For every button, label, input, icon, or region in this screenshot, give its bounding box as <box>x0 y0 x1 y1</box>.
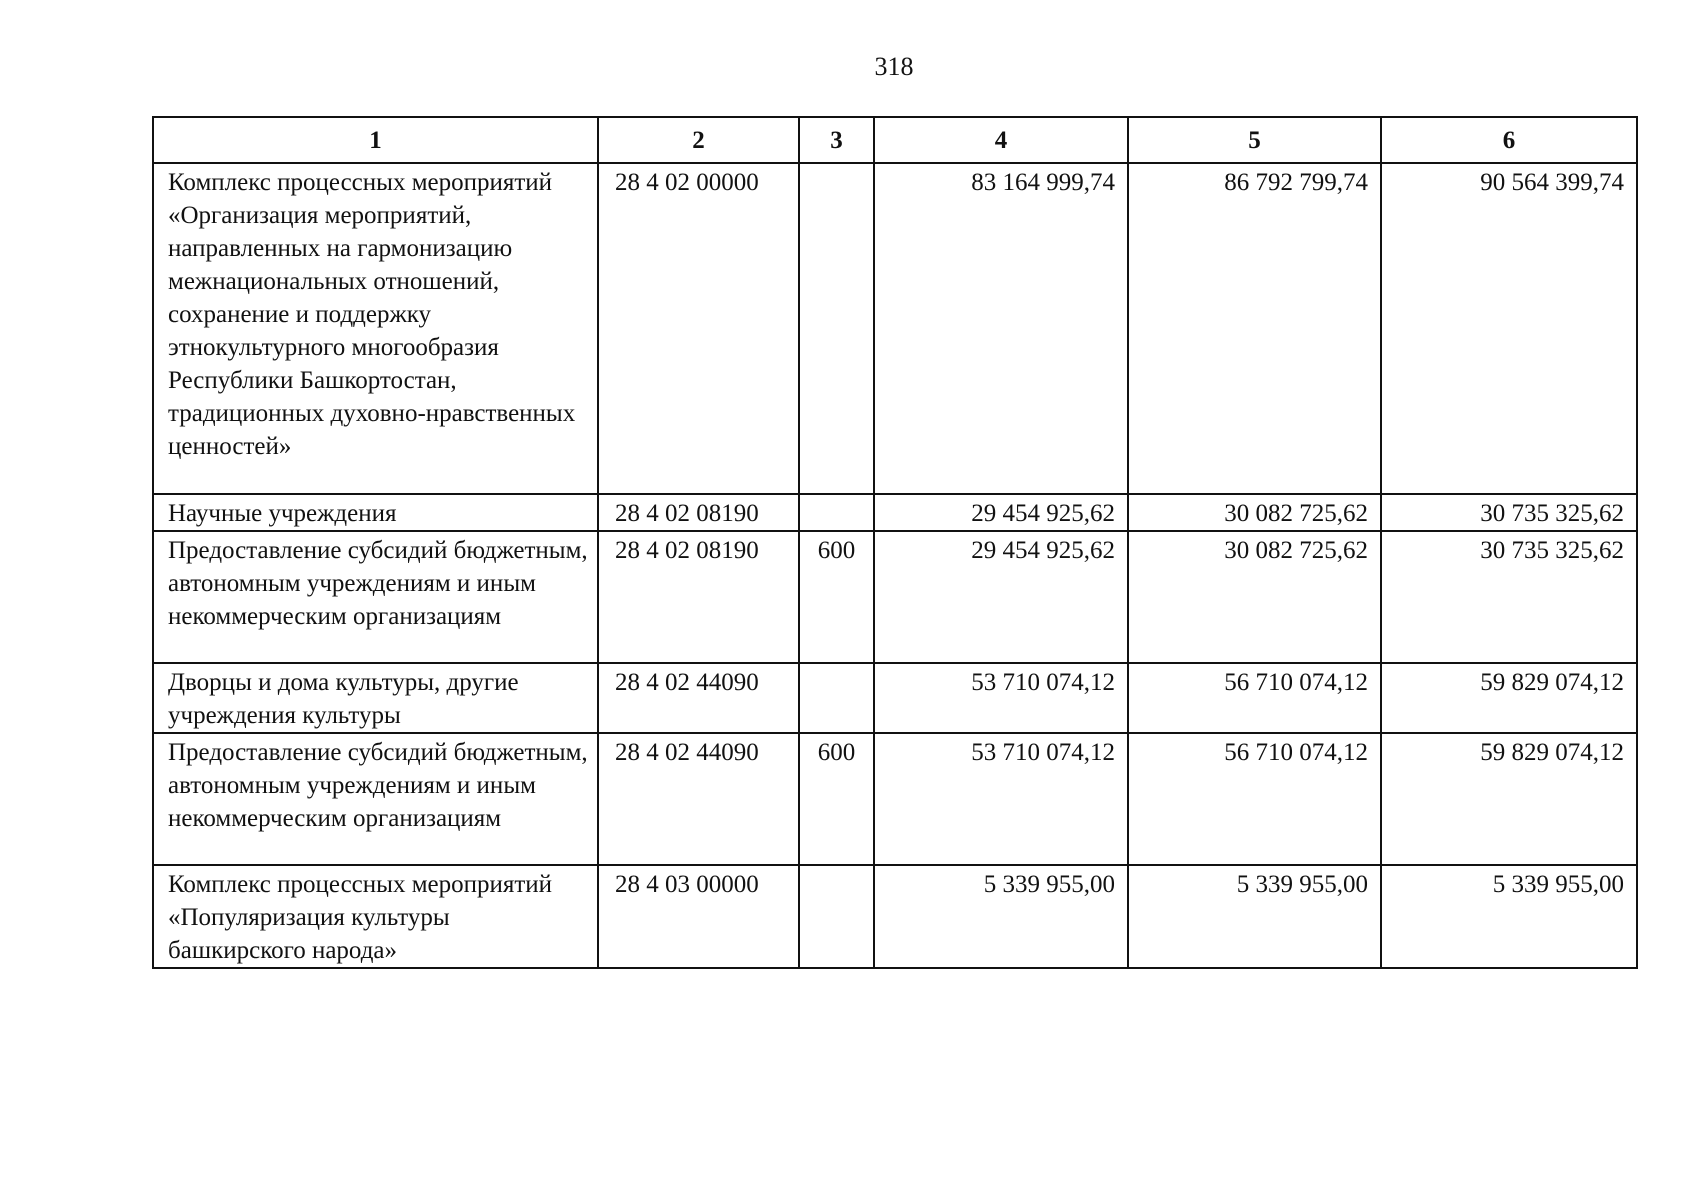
row-name: Предоставление субсидий бюджетным, автономным учреждениям и иным некоммерческим организациям <box>153 531 598 663</box>
row-value-6: 59 829 074,12 <box>1381 663 1637 733</box>
column-header-2: 2 <box>598 117 799 163</box>
row-name: Комплекс процессных мероприятий «Организация мероприятий, направленных на гармонизацию межнациональных отношений, сохранение и поддержку этнокультурного многообразия Республики Башкортостан, традиционных духовно-нравственных ценностей» <box>153 163 598 494</box>
row-type <box>799 663 874 733</box>
row-code: 28 4 02 44090 <box>598 733 799 865</box>
column-header-3: 3 <box>799 117 874 163</box>
row-value-5: 30 082 725,62 <box>1128 531 1381 663</box>
table-row <box>153 865 1637 968</box>
row-code: 28 4 02 00000 <box>598 163 799 494</box>
row-value-6: 90 564 399,74 <box>1381 163 1637 494</box>
row-value-6: 30 735 325,62 <box>1381 494 1637 531</box>
row-name: Дворцы и дома культуры, другие учреждения культуры <box>153 663 598 733</box>
table-row <box>153 163 1637 494</box>
column-header-1: 1 <box>153 117 598 163</box>
row-value-5: 5 339 955,00 <box>1128 865 1381 968</box>
table-header-row <box>153 117 1637 163</box>
table-row <box>153 531 1637 663</box>
row-value-4: 29 454 925,62 <box>874 531 1128 663</box>
row-code: 28 4 02 44090 <box>598 663 799 733</box>
row-value-4: 5 339 955,00 <box>874 865 1128 968</box>
row-value-5: 86 792 799,74 <box>1128 163 1381 494</box>
row-code: 28 4 03 00000 <box>598 865 799 968</box>
row-code: 28 4 02 08190 <box>598 494 799 531</box>
row-value-4: 53 710 074,12 <box>874 733 1128 865</box>
row-value-5: 56 710 074,12 <box>1128 733 1381 865</box>
row-name: Научные учреждения <box>153 494 598 531</box>
page-number: 318 <box>874 52 914 81</box>
row-value-6: 59 829 074,12 <box>1381 733 1637 865</box>
table-row <box>153 494 1637 531</box>
row-value-6: 30 735 325,62 <box>1381 531 1637 663</box>
row-type <box>799 865 874 968</box>
row-type <box>799 163 874 494</box>
column-header-4: 4 <box>874 117 1128 163</box>
column-header-6: 6 <box>1381 117 1637 163</box>
row-value-5: 56 710 074,12 <box>1128 663 1381 733</box>
row-type <box>799 494 874 531</box>
row-value-4: 83 164 999,74 <box>874 163 1128 494</box>
row-name: Комплекс процессных мероприятий «Популяризация культуры башкирского народа» <box>153 865 598 968</box>
table-row <box>153 663 1637 733</box>
row-name: Предоставление субсидий бюджетным, автономным учреждениям и иным некоммерческим организациям <box>153 733 598 865</box>
row-value-4: 53 710 074,12 <box>874 663 1128 733</box>
table-row <box>153 733 1637 865</box>
budget-table <box>152 116 1638 969</box>
row-value-4: 29 454 925,62 <box>874 494 1128 531</box>
row-value-6: 5 339 955,00 <box>1381 865 1637 968</box>
row-value-5: 30 082 725,62 <box>1128 494 1381 531</box>
column-header-5: 5 <box>1128 117 1381 163</box>
row-type: 600 <box>799 531 874 663</box>
row-code: 28 4 02 08190 <box>598 531 799 663</box>
row-type: 600 <box>799 733 874 865</box>
